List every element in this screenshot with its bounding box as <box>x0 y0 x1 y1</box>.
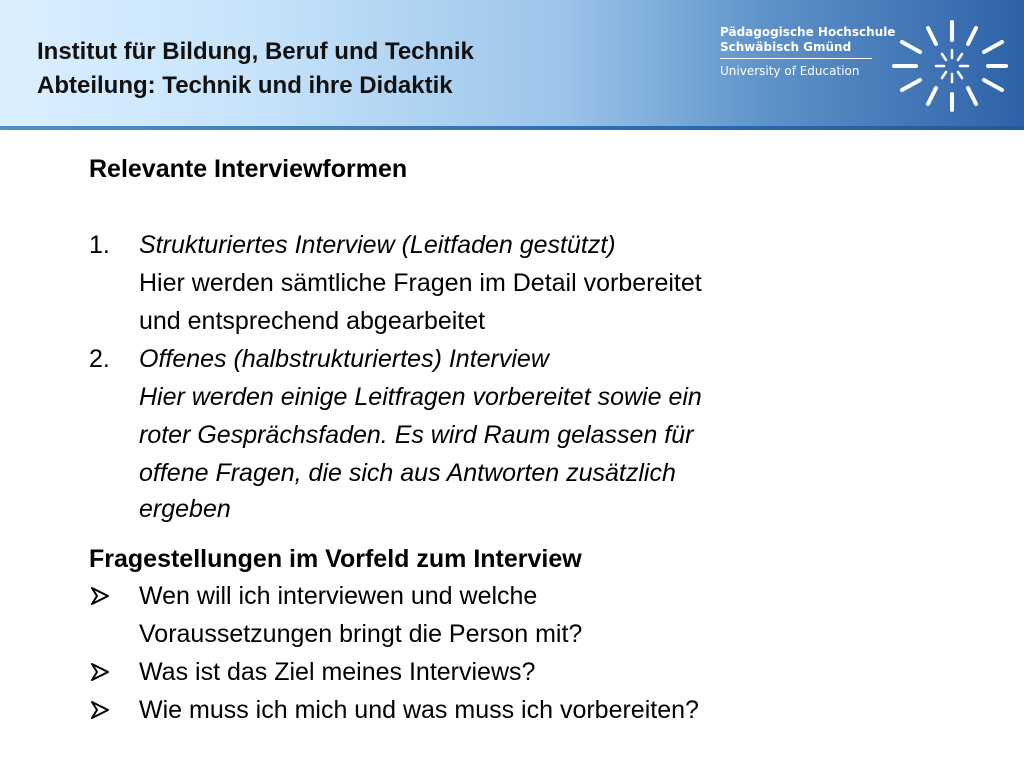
university-name-line1: Pädagogische Hochschule <box>720 25 896 39</box>
university-subtitle: University of Education <box>720 64 860 78</box>
section-heading-preparation-questions: Fragestellungen im Vorfeld zum Interview <box>89 545 582 573</box>
arrowhead-bullet-icon <box>89 585 111 607</box>
bullet-item: Wen will ich interviewen und welche <box>139 582 538 610</box>
bullet-item: Wie muss ich mich und was muss ich vorbereiten? <box>139 696 699 724</box>
list-item-desc: und entsprechend abgearbeitet <box>139 307 486 335</box>
list-item-desc: roter Gesprächsfaden. Es wird Raum gelassen für <box>139 421 694 449</box>
list-number: 1. <box>89 231 110 259</box>
list-item-title: Offenes (halbstrukturiertes) Interview <box>139 345 549 373</box>
list-item-desc: offene Fragen, die sich aus Antworten zusätzlich <box>139 459 676 487</box>
list-item-desc: Hier werden einige Leitfragen vorbereitet sowie ein <box>139 383 702 411</box>
department-title: Abteilung: Technik und ihre Didaktik <box>37 72 453 99</box>
bullet-item: Was ist das Ziel meines Interviews? <box>139 658 536 686</box>
bullet-item-continuation: Voraussetzungen bringt die Person mit? <box>139 620 583 648</box>
list-item-desc: ergeben <box>139 495 231 523</box>
list-item-title: Strukturiertes Interview (Leitfaden gestützt) <box>139 231 616 259</box>
section-heading-interview-forms: Relevante Interviewformen <box>89 155 408 183</box>
arrowhead-bullet-icon <box>89 699 111 721</box>
institute-title: Institut für Bildung, Beruf und Technik <box>37 38 474 65</box>
arrowhead-bullet-icon <box>89 661 111 683</box>
list-item-desc: Hier werden sämtliche Fragen im Detail vorbereitet <box>139 269 702 297</box>
university-name-line2: Schwäbisch Gmünd <box>720 40 852 54</box>
list-number: 2. <box>89 345 110 373</box>
